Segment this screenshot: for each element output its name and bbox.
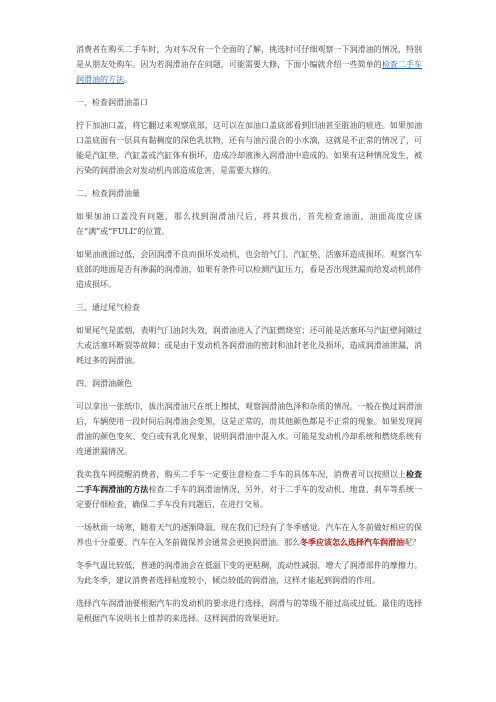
selection-paragraph: 选择汽车润滑油要根据汽车的发动机的要求进行选择，润滑与的等级不能过高或过低。最佳的选择是根据汽车说明书上推荐的来选择。这样润滑的效果更好。	[76, 599, 422, 623]
winter-bold-phrase: 冬季应该怎么选择汽车润滑油	[300, 537, 404, 547]
reminder-post: 检查二手车的润滑油情况，另外，对于二手车的发动机、地盘、刹车等系统一定要仔细检查，确保二手车没有问题后，在进行交易。	[76, 485, 423, 509]
winter-post: 呢？	[404, 538, 420, 547]
temperature-paragraph: 冬季气温比较低，普通的润滑油会在低温下变的更粘稠，流动性减弱，增大了润滑部件的摩擦力。为此冬季，建议消费者选择粘度较小，倾点较低的润滑油，这样才能起到润滑的作用。	[76, 561, 422, 585]
section-1-text: 拧下加油口盖，将它翻过来观察底部，这可以在加油口盖底部看到旧油甚至脏油的痕迹。如果加油口盖底面有一层具有黏稠度的深色乳状物，还有与油污混合的小水滴，这就是不正常的情况了，可能是汽缸垫、汽缸盖或汽缸体有损坏，造成冷却液渗入润滑油中造成的。如果有这种情况发生，被污染的润滑油会对发动机内部造成危害，是需要大修的。	[76, 121, 422, 175]
winter-paragraph	[76, 520, 422, 550]
winter-pre: 一场秋雨一场寒，随着天气的逐渐降温，现在我们已经有了冬季感觉。汽车在入冬前做好相应的保养也十分重要。汽车在入冬前做保养会通常会更换润滑油。那么	[76, 523, 422, 547]
reminder-bold-phrase: 检查二手车润滑油的方法	[76, 469, 423, 494]
reminder-pre: 我卖我车网提醒消费者，购买二手车一定要注意检查二手车的具体车况，消费者可以按照以上	[76, 470, 406, 479]
section-3-text: 如果尾气是蓝烟，表明气门油封失效，润滑油进入了汽缸燃烧室；还可能是活塞环与汽缸壁间隙过大或活塞环断裂等故障；或是由于发动机各润滑油的密封和油封老化及损坏，造成润滑油泄漏，消耗过多的润滑油。	[76, 326, 422, 365]
section-3-heading: 三、通过尾气检查	[76, 303, 140, 312]
intro-paragraph	[76, 42, 422, 87]
section-2-heading: 二、检查润滑油量	[76, 189, 140, 198]
method-link[interactable]: 检查二手车润滑油的方法	[76, 60, 423, 84]
section-2-paragraph-2: 如果油液面过低，会因润滑不良而损坏发动机，也会给气门、汽缸垫、活塞环造成损坏。观察汽车底部的地面是否有渗漏的润滑油，如果有条件可以检测汽缸压力，看是否出现泄漏而给发动机部件造成损坏。	[76, 250, 422, 289]
section-4-text: 可以拿出一张纸巾，拔出润滑油尺在纸上擦拭，观察润滑油色泽和杂质的情况。一般在换过润滑油后，车辆使用一段时间后润滑油会变黑，这是正常的，而其他颜色都是不正常的现象。如果发现润滑油的颜色变灰、变白或有乳化现象，说明润滑油中混入水。可能是发动机冷却系统和燃烧系统有连通泄漏情况。	[76, 402, 422, 456]
reminder-paragraph	[76, 467, 422, 512]
article-body	[76, 42, 422, 634]
section-1-heading: 一、检查润滑油盖口	[76, 98, 148, 107]
intro-text: 消费者在购买二手车时，为对车况有一个全面的了解，挑选时可仔细观察一下润滑油的情况，特别是从朋友处购车。因为若润滑油存在问题，可能需要大修，下面小编就介绍一些简单的	[76, 45, 422, 69]
intro-end: 。	[124, 75, 132, 84]
section-2-paragraph-1: 如果加油口盖没有问题，那么找到润滑油尺后，将其拔出，首先检查油面，油面高度应该在“满”或“FULL”的位置。	[76, 212, 422, 236]
section-4-heading: 四、润滑油颜色	[76, 379, 132, 388]
